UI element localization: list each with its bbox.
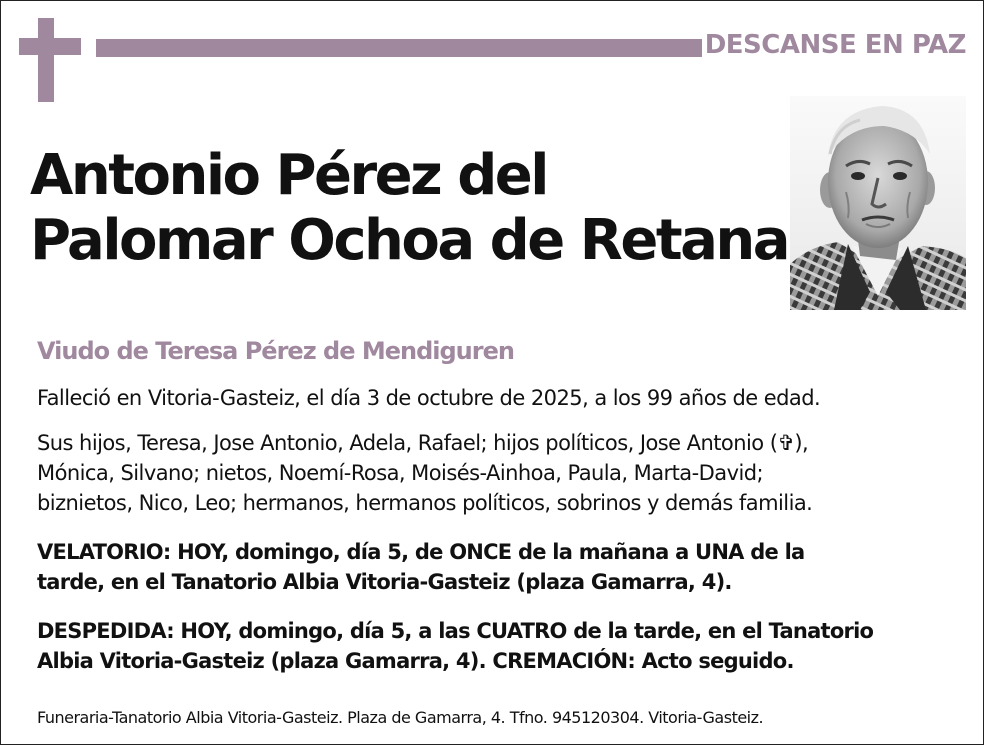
farewell-line-1: DESPEDIDA: HOY, domingo, día 5, a las CUATRO de la tarde, en el Tanatorio — [37, 619, 874, 643]
portrait-illustration — [790, 96, 966, 310]
header-divider-bar — [96, 39, 702, 57]
family-line-1: Sus hijos, Teresa, Jose Antonio, Adela, Rafael; hijos políticos, Jose Antonio (✞), — [37, 431, 809, 455]
wake-paragraph — [37, 537, 967, 597]
wake-line-1: VELATORIO: HOY, domingo, día 5, de ONCE de la mañana a UNA de la — [37, 540, 805, 564]
family-line-2: Mónica, Silvano; nietos, Noemí-Rosa, Moisés-Ainhoa, Paula, Marta-David; — [37, 461, 764, 485]
header-label: DESCANSE EN PAZ — [704, 30, 966, 60]
farewell-paragraph — [37, 616, 967, 676]
cross-vertical-bar — [38, 18, 54, 102]
portrait-photo — [790, 96, 966, 310]
name-line-2: Palomar Ochoa de Retana — [30, 208, 789, 273]
farewell-line-2: Albia Vitoria-Gasteiz (plaza Gamarra, 4). CREMACIÓN: Acto seguido. — [37, 649, 794, 673]
death-notice-line: Falleció en Vitoria-Gasteiz, el día 3 de octubre de 2025, a los 99 años de edad. — [37, 386, 821, 410]
cross-horizontal-bar — [19, 38, 81, 55]
family-paragraph — [37, 428, 967, 518]
deceased-name — [30, 143, 788, 273]
family-line-3: biznietos, Nico, Leo; hermanos, hermanos políticos, sobrinos y demás familia. — [37, 491, 813, 515]
wake-line-2: tarde, en el Tanatorio Albia Vitoria-Gasteiz (plaza Gamarra, 4). — [37, 570, 732, 594]
funeral-home-footer: Funeraria-Tanatorio Albia Vitoria-Gasteiz. Plaza de Gamarra, 4. Tfno. 945120304. Vitoria-Gasteiz. — [37, 708, 764, 727]
death-notice — [37, 383, 967, 413]
widower-subtitle: Viudo de Teresa Pérez de Mendiguren — [37, 337, 514, 365]
name-line-1: Antonio Pérez del — [30, 143, 547, 208]
